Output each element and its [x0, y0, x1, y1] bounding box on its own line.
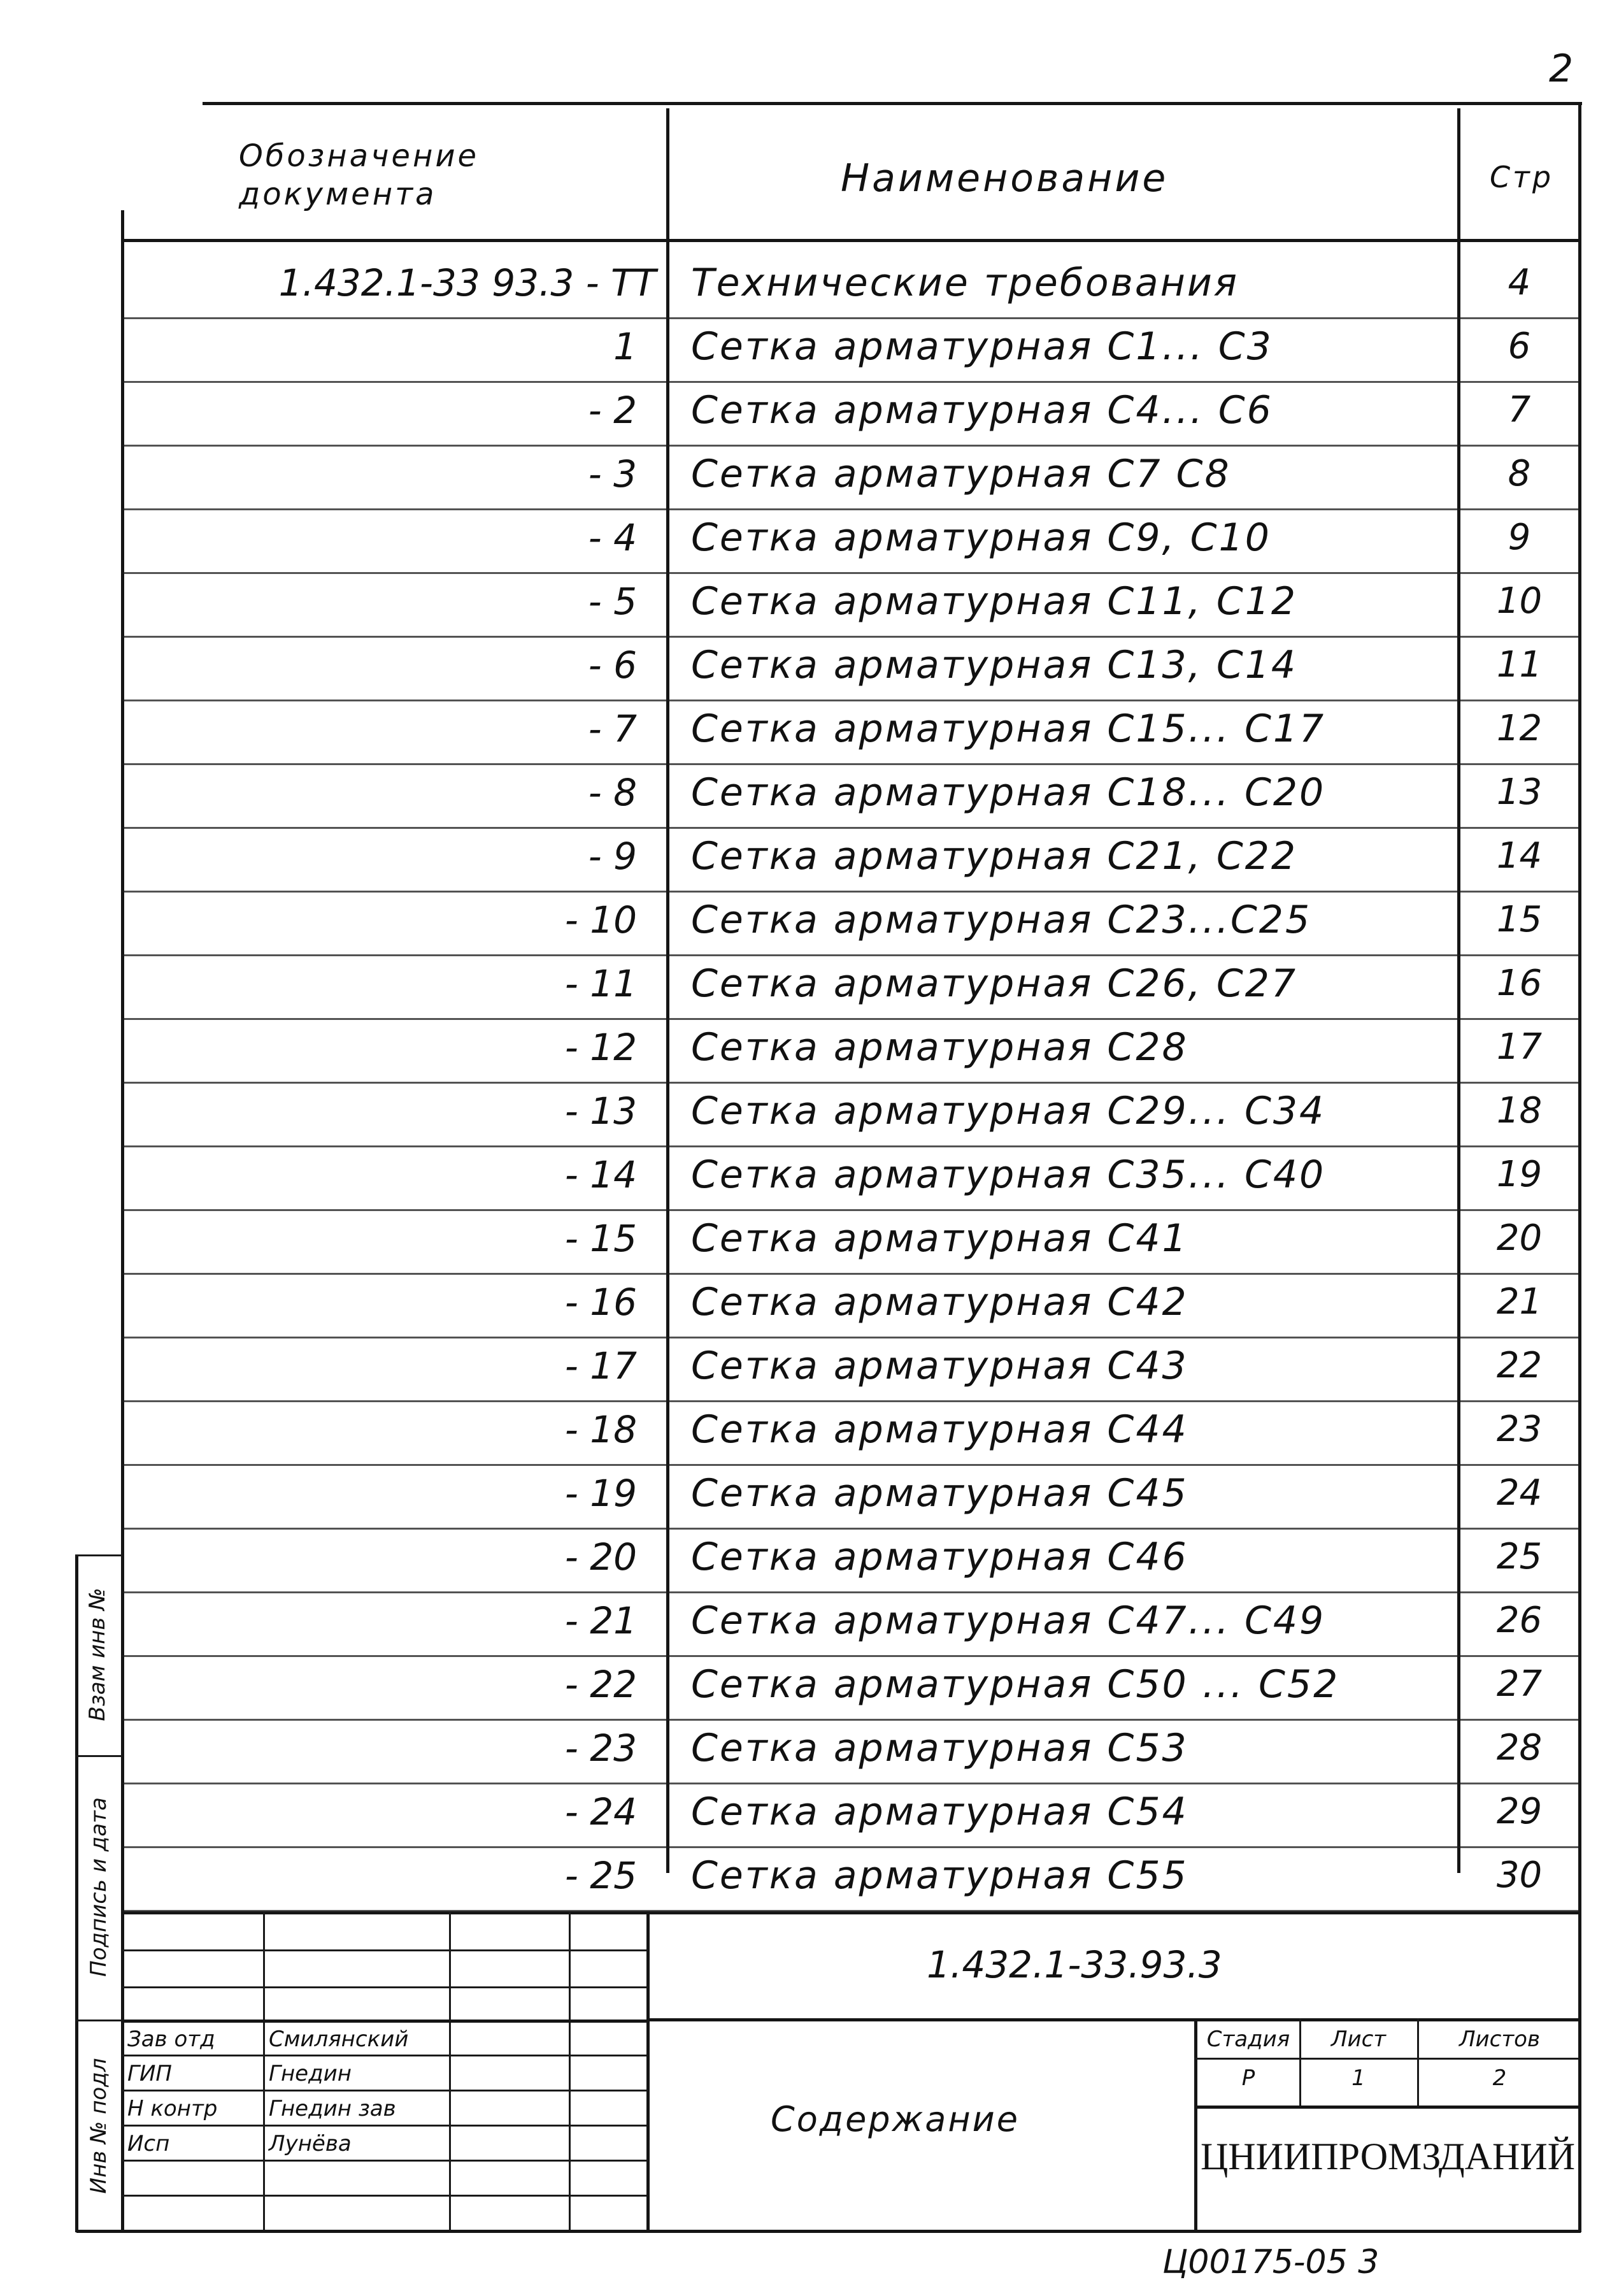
row-page: 23 — [1496, 1409, 1543, 1450]
row-page: 11 — [1496, 644, 1543, 685]
row-separator — [121, 1655, 1580, 1657]
row-name: Сетка арматурная С46 — [691, 1535, 1188, 1579]
row-separator — [121, 636, 1580, 638]
row-separator — [121, 1400, 1580, 1402]
row-page: 25 — [1496, 1536, 1543, 1577]
header-page: Стр — [1489, 160, 1554, 194]
row-code: - 23 — [564, 1726, 637, 1770]
row-name: Сетка арматурная С15... С17 — [691, 707, 1326, 751]
name-1: Гнедин — [269, 2061, 352, 2086]
row-name: Сетка арматурная С45 — [691, 1471, 1188, 1516]
sheets-value: 2 — [1492, 2065, 1507, 2091]
row-name: Сетка арматурная С47... С49 — [691, 1598, 1326, 1643]
row-code: - 19 — [564, 1472, 637, 1515]
side-label-inv-vzam: Взам инв № — [85, 1588, 110, 1721]
row-page: 22 — [1496, 1345, 1543, 1386]
row-code: - 22 — [564, 1663, 637, 1706]
row-page: 28 — [1496, 1727, 1543, 1769]
row-page: 16 — [1496, 963, 1543, 1004]
row-separator — [121, 572, 1580, 574]
row-name: Сетка арматурная С43 — [691, 1344, 1188, 1388]
name-2: Гнедин зав — [269, 2096, 396, 2121]
row-separator — [121, 1591, 1580, 1593]
row-name: Сетка арматурная С18... С20 — [691, 770, 1326, 815]
row-page: 15 — [1496, 899, 1543, 940]
row-page: 30 — [1496, 1855, 1543, 1896]
row-name: Сетка арматурная С9, С10 — [691, 515, 1271, 560]
row-separator — [121, 827, 1580, 829]
row-code: - 14 — [564, 1153, 637, 1196]
row-separator — [121, 317, 1580, 319]
row-separator — [121, 1719, 1580, 1721]
row-code: - 18 — [564, 1408, 637, 1451]
row-name: Сетка арматурная С54 — [691, 1790, 1188, 1834]
row-page: 19 — [1496, 1154, 1543, 1195]
row-code: - 2 — [588, 389, 637, 432]
role-1: ГИП — [127, 2061, 172, 2086]
row-page: 10 — [1496, 580, 1543, 622]
row-name: Сетка арматурная С28 — [691, 1025, 1188, 1070]
row-separator — [121, 700, 1580, 701]
row-page: 4 — [1508, 262, 1531, 303]
role-3: Исп — [127, 2131, 170, 2156]
row-code: - 8 — [588, 771, 637, 814]
row-separator — [121, 1464, 1580, 1466]
row-separator — [121, 508, 1580, 510]
row-page: 6 — [1508, 326, 1531, 367]
row-page: 27 — [1496, 1663, 1543, 1705]
row-code: - 20 — [564, 1535, 637, 1579]
page-number: 2 — [1549, 47, 1574, 91]
row-code: - 17 — [564, 1344, 637, 1388]
row-separator — [121, 1910, 1580, 1912]
row-page: 9 — [1508, 517, 1531, 558]
row-separator — [121, 1273, 1580, 1275]
sheet-value: 1 — [1352, 2065, 1366, 2091]
row-name: Технические требования — [691, 261, 1239, 305]
row-code: 1.432.1-33 93.3 - ТТ — [278, 261, 656, 305]
row-separator — [121, 1145, 1580, 1147]
row-name: Сетка арматурная С11, С12 — [691, 579, 1298, 624]
row-code: - 25 — [564, 1854, 637, 1897]
row-separator — [121, 1528, 1580, 1530]
row-code: 1 — [613, 325, 637, 368]
row-page: 12 — [1496, 708, 1543, 749]
row-page: 14 — [1496, 835, 1543, 877]
row-page: 29 — [1496, 1791, 1543, 1832]
stage-label: Стадия — [1206, 2027, 1290, 2052]
row-page: 13 — [1496, 771, 1543, 813]
row-code: - 7 — [588, 707, 637, 750]
row-code: - 4 — [588, 516, 637, 559]
row-separator — [121, 1082, 1580, 1084]
row-name: Сетка арматурная С29... С34 — [691, 1089, 1326, 1133]
organization: ЦНИИПРОМЗДАНИЙ — [1200, 2135, 1576, 2178]
row-name: Сетка арматурная С41 — [691, 1216, 1188, 1261]
row-separator — [121, 1018, 1580, 1020]
row-code: - 15 — [564, 1217, 637, 1260]
row-code: - 5 — [588, 580, 637, 623]
row-name: Сетка арматурная С26, С27 — [691, 961, 1298, 1006]
side-label-inv-podl: Инв № подл — [86, 2058, 111, 2194]
role-2: Н контр — [127, 2096, 218, 2121]
row-code: - 3 — [588, 452, 637, 496]
header-designation: Обозначение документа — [239, 138, 480, 212]
row-name: Сетка арматурная С55 — [691, 1853, 1188, 1898]
row-code: - 10 — [564, 898, 637, 942]
row-page: 21 — [1496, 1281, 1543, 1323]
row-separator — [121, 891, 1580, 893]
footer-code: Ц00175-05 3 — [1162, 2243, 1380, 2281]
row-page: 26 — [1496, 1600, 1543, 1641]
row-code: - 11 — [564, 962, 637, 1005]
row-name: Сетка арматурная С42 — [691, 1280, 1188, 1324]
row-name: Сетка арматурная С23...С25 — [691, 898, 1312, 942]
row-page: 20 — [1496, 1217, 1543, 1259]
row-name: Сетка арматурная С53 — [691, 1726, 1188, 1770]
row-page: 18 — [1496, 1090, 1543, 1131]
row-code: - 16 — [564, 1281, 637, 1324]
role-0: Зав отд — [127, 2027, 215, 2052]
row-page: 17 — [1496, 1026, 1543, 1068]
row-separator — [121, 1209, 1580, 1211]
sheet-label: Лист — [1330, 2027, 1387, 2052]
name-0: Смилянский — [269, 2027, 409, 2052]
row-separator — [121, 1783, 1580, 1784]
name-3: Лунёва — [269, 2131, 352, 2156]
row-separator — [121, 954, 1580, 956]
sheets-label: Листов — [1459, 2027, 1540, 2052]
row-name: Сетка арматурная С50 ... С52 — [691, 1662, 1340, 1707]
row-separator — [121, 445, 1580, 447]
row-page: 8 — [1508, 453, 1531, 494]
row-separator — [121, 763, 1580, 765]
row-code: - 9 — [588, 835, 637, 878]
row-name: Сетка арматурная С35... С40 — [691, 1152, 1326, 1197]
row-name: Сетка арматурная С44 — [691, 1407, 1188, 1452]
row-code: - 6 — [588, 643, 637, 687]
doc-title: Содержание — [771, 2099, 1020, 2139]
row-code: - 21 — [564, 1599, 637, 1642]
doc-code: 1.432.1-33.93.3 — [927, 1943, 1222, 1986]
stage-value: Р — [1241, 2065, 1255, 2091]
row-name: Сетка арматурная С7 С8 — [691, 452, 1231, 496]
row-name: Сетка арматурная С4... С6 — [691, 388, 1273, 433]
row-name: Сетка арматурная С21, С22 — [691, 834, 1298, 879]
row-page: 7 — [1508, 389, 1531, 431]
row-name: Сетка арматурная С1... С3 — [691, 324, 1273, 369]
row-separator — [121, 381, 1580, 383]
row-code: - 24 — [564, 1790, 637, 1833]
row-page: 24 — [1496, 1472, 1543, 1514]
row-code: - 13 — [564, 1089, 637, 1133]
row-code: - 12 — [564, 1026, 637, 1069]
row-separator — [121, 1846, 1580, 1848]
header-name: Наименование — [841, 156, 1169, 201]
row-separator — [121, 1337, 1580, 1338]
side-label-podpis-data: Подпись и дата — [86, 1797, 111, 1977]
row-name: Сетка арматурная С13, С14 — [691, 643, 1298, 687]
